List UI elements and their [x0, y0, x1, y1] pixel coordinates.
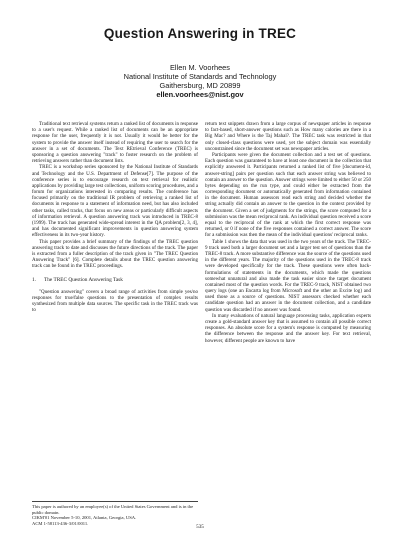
page-number: 535 — [196, 524, 204, 530]
author-affiliation: National Institute of Standards and Technology — [123, 71, 277, 81]
footnote-line-1: This paper is authored by an employee(s) of the United States Government and is in the public domain. — [32, 504, 194, 515]
author-block — [0, 64, 400, 100]
intro-paragraph-1: Traditional text retrieval systems return a ranked list of documents in response to a user's request. While a ranked list of documents can be an appropriate response for the user, frequently it is not. Usually it would be better for the system to provide the answer itself instead of requiring the user to search for the answer in a set of documents. The Text REtrieval Conference (TREC) is sponsoring a question answering "track" to foster research on the problem of retrieving answers rather than document lists. — [32, 121, 198, 165]
body-paragraph-4: In many evaluations of natural language processing tasks, application experts create a gold-standard answer key that is assumed to contain all possible correct responses. An absolute score for a system's response is computed by measuring the difference between the response and the answer key. For text retrieval, however, different people are known to have — [205, 312, 371, 344]
intro-paragraph-3: This paper provides a brief summary of the findings of the TREC question answering track to date and discusses the future directions of the track. The paper is extracted from a fuller description of the track given in "The TREC Question Answering Track" [6]. Complete details about the TREC question answering track can be found in the TREC proceedings. — [32, 238, 198, 270]
footnote-line-3: ACM 1-58113-436-3/01/0011. — [32, 520, 89, 526]
body-paragraph-3: Table 1 shows the data that was used in the two years of the track. The TREC-9 track used both a larger document set and a larger test set of questions than the TREC-8 track. A more substantive difference was the source of the questions used in the different years. The majority of the questions used in the TREC-8 track were developed specifically for the track. These questions were often back-formulations of statements in the documents, which made the questions somewhat unnatural and also made the task easier since the target document contained most of the question words. For the TREC-9 track, NIST obtained two query logs (one an Encarta log from Microsoft and the other an Excite log) and used those as a source of questions. NIST assessors checked whether each candidate question had an answer in the document collection, and a candidate question was discarded if no answer was found. — [205, 238, 371, 313]
author-email: ellen.voorhees@nist.gov — [156, 89, 244, 99]
intro-paragraph-2: TREC is a workshop series sponsored by the National Institute of Standards and Technology and the U.S. Department of Defense[7]. The purpose of the conference series is to encourage research on text retrieval for realistic applications by providing large test collections, uniform scoring procedures, and a forum for organizations interested in comparing results. The conference has focused primarily on the traditional IR problem of retrieving a ranked list of documents in response to a statement of information need, but has also included other tasks, called tracks, that focus on new areas or particularly difficult aspects of information retrieval. A question answering track was introduced in TREC-8 (1999). The track has generated wide-spread interest in the QA problem[2, 3, 4], and has documented significant improvements in question answering system effectiveness in its two-year history. — [32, 164, 198, 239]
section-number: 1. — [32, 276, 36, 283]
footnote-line-2: CIKM'01 November 5-10, 2001, Atlanta, Georgia, USA. — [32, 515, 137, 521]
author-name: Ellen M. Voorhees — [170, 63, 230, 72]
paper-title: Question Answering in TREC — [103, 26, 297, 41]
footnote — [32, 501, 198, 526]
body-paragraph-1: return text snippets drawn from a large corpus of newspaper articles in response to fact-based, short-answer questions such as How many calories are there in a Big Mac? and Where is the Taj Mahal?. The TREC task was restricted in that only closed-class questions were used, yet the subject domain was essentially unconstrained since the document set was newspaper articles. — [205, 121, 371, 152]
right-column — [205, 121, 371, 344]
author-location: Gaithersburg, MD 20899 — [159, 80, 241, 90]
body-paragraph-2: Participants were given the document collection and a test set of questions. Each question was guaranteed to have at least one document in the collection that explicitly answered it. Participants returned a ranked list of five [document-id, answer-string] pairs per question such that each answer string was believed to contain an answer to the question. Answer strings were limited to either 50 or 250 bytes depending on the run type, and could either be extracted from the corresponding document or automatically generated from information contained in the document. Human assessors read each string and decided whether the string actually did contain an answer to the question in the context provided by the document. Given a set of judgments for the strings, the score computed for a submission was the mean reciprocal rank. An individual question received a score equal to the reciprocal of the rank at which the first correct response was returned, or 0 if none of the five responses contained a correct answer. The score for a submission was then the mean of the individual questions' reciprocal ranks. — [205, 151, 371, 239]
section-heading — [32, 277, 198, 283]
section-paragraph-1: "Question answering" covers a broad range of activities from simple yes/no responses for true/false questions to the presentation of complex results synthesized from multiple data sources. The specific task in the TREC track was to — [32, 288, 198, 314]
left-column — [32, 121, 198, 313]
section-title: The TREC Question Answering Task — [44, 276, 123, 283]
